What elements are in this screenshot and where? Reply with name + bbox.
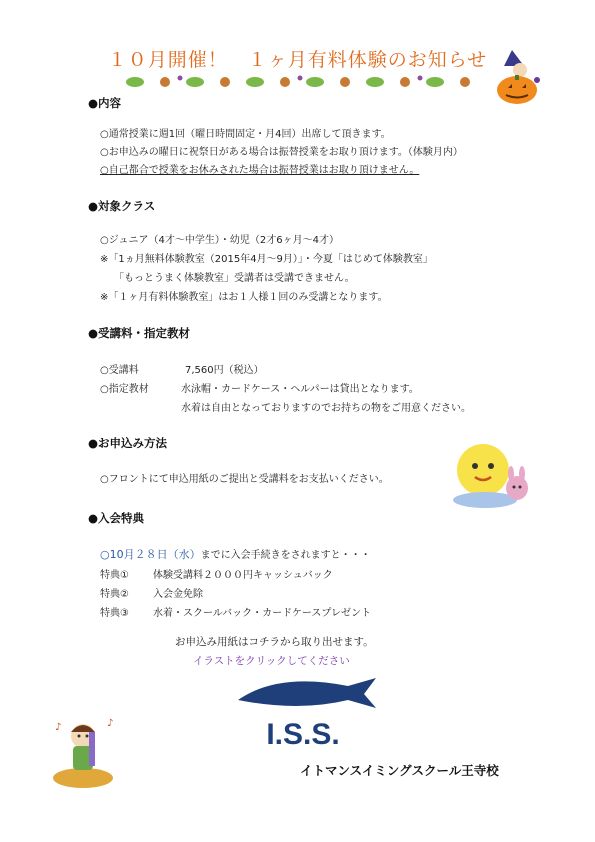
benefit-text: 水着・スクールバック・カードケースプレゼント xyxy=(153,608,371,619)
class-line: 「もっとうまく体験教室」受講者は受講できません。 xyxy=(114,273,355,284)
benefit-text: 体験受講料２０００円キャッシュバック xyxy=(153,570,333,581)
material-value: 水泳帽・カードケース・ヘルパーは貸出となります。 xyxy=(181,384,419,395)
section-heading-benefit: ●入会特典 xyxy=(88,511,145,525)
school-name: イトマンスイミングスクール王寺校 xyxy=(300,763,499,778)
apply-line: ○フロントにて申込用紙のご提出と受講料をお支払いください。 xyxy=(100,474,389,485)
material-label: ○指定教材 xyxy=(100,384,149,395)
pumpkin-icon xyxy=(490,48,545,106)
form-note: お申込み用紙はコチラから取り出せます。 xyxy=(175,636,374,648)
class-line: ○ジュニア（4才～中学生）・幼児（2才6ヶ月～4才） xyxy=(100,235,339,246)
fee-value: 7,560円（税込） xyxy=(185,365,264,376)
svg-text:♪: ♪ xyxy=(107,718,114,729)
click-illustration-link[interactable]: イラストをクリックしてください xyxy=(193,655,350,667)
benefit-label: 特典③ xyxy=(100,608,129,619)
class-line: ※「1ヵ月無料体験教室（2015年4月～9月）」・今夏「はじめて体験教室」 xyxy=(100,254,433,265)
iss-logo-icon xyxy=(228,672,378,750)
content-line: ○お申込みの曜日に祝祭日がある場合は振替授業をお取り頂けます。（体験月内） xyxy=(100,147,463,158)
material-note: 水着は自由となっておりますのでお持ちの物をご用意ください。 xyxy=(181,403,471,414)
child-musician-icon[interactable] xyxy=(45,712,125,792)
benefit-text: 入会金免除 xyxy=(153,589,203,600)
benefit-label: 特典② xyxy=(100,589,129,600)
section-heading-content: ●内容 xyxy=(88,96,122,110)
content-line: ○自己都合で授業をお休みされた場合は振替授業はお取り頂けません。 xyxy=(100,165,420,176)
section-heading-class: ●対象クラス xyxy=(88,199,156,213)
benefit-deadline: ○10月２８日（水） xyxy=(100,548,201,561)
page-title: １０月開催！ １ヶ月有料体験のお知らせ xyxy=(107,49,488,71)
fee-label: ○受講料 xyxy=(100,365,139,376)
leaf-garland-icon xyxy=(120,70,490,92)
benefit-lead-rest: までに入会手続きをされますと・・・ xyxy=(200,550,371,561)
sun-mascot-icon xyxy=(445,440,540,510)
logo-text: I.S.S. xyxy=(266,718,340,750)
section-heading-fee: ●受講料・指定教材 xyxy=(88,326,191,340)
class-line: ※「１ヶ月有料体験教室」はお１人様１回のみ受講となります。 xyxy=(100,292,388,303)
svg-text:♪: ♪ xyxy=(55,722,62,733)
benefit-lead xyxy=(100,546,371,562)
section-heading-apply: ●お申込み方法 xyxy=(88,436,168,450)
benefit-label: 特典① xyxy=(100,570,129,581)
content-line: ○通常授業に週1回（曜日時間固定・月4回）出席して頂きます。 xyxy=(100,129,391,140)
